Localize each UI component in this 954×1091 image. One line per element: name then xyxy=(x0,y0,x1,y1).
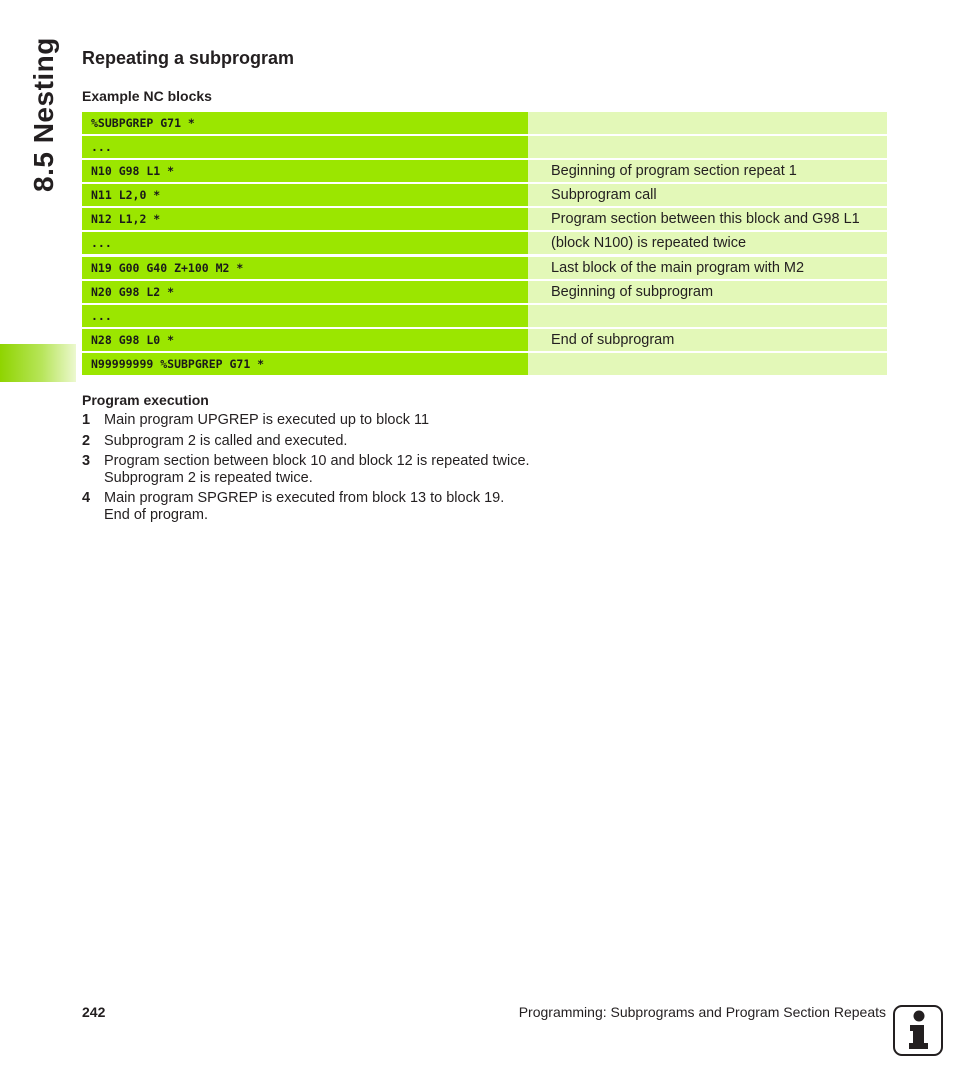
nc-code-cell: N99999999 %SUBPGREP G71 * xyxy=(82,353,528,375)
table-row xyxy=(82,257,887,279)
nc-desc-cell: Subprogram call xyxy=(528,184,887,206)
info-icon[interactable] xyxy=(893,1005,943,1056)
nc-desc-cell xyxy=(528,305,887,327)
chapter-title-text: 8.5 Nesting xyxy=(28,37,59,192)
nc-code-cell: ... xyxy=(82,232,528,254)
table-row xyxy=(82,353,887,375)
nc-desc-cell xyxy=(528,136,887,158)
list-item xyxy=(82,433,532,450)
step-number: 1 xyxy=(82,412,91,428)
nc-desc-cell: (block N100) is repeated twice xyxy=(528,232,887,254)
nc-desc-cell: Beginning of program section repeat 1 xyxy=(528,160,887,182)
table-row xyxy=(82,281,887,303)
table-row xyxy=(82,136,887,158)
step-text: Program section between block 10 and block 12 is repeated twice. Subprogram 2 is repeated twice. xyxy=(104,453,530,486)
table-row xyxy=(82,232,887,254)
table-row xyxy=(82,184,887,206)
nc-desc-cell: Last block of the main program with M2 xyxy=(528,257,887,279)
info-glyph-icon xyxy=(895,1007,941,1054)
nc-desc-cell: Program section between this block and G98 L1 xyxy=(528,208,887,230)
chapter-side-title xyxy=(24,37,64,200)
step-number: 3 xyxy=(82,453,91,469)
page-number: 242 xyxy=(82,1004,106,1020)
nc-blocks-table xyxy=(82,112,887,377)
table-row xyxy=(82,160,887,182)
nc-code-cell: %SUBPGREP G71 * xyxy=(82,112,528,134)
list-item xyxy=(82,453,532,486)
table-row xyxy=(82,329,887,351)
nc-code-cell: N20 G98 L2 * xyxy=(82,281,528,303)
table-row xyxy=(82,305,887,327)
list-item xyxy=(82,412,532,429)
step-text: Subprogram 2 is called and executed. xyxy=(104,432,348,449)
table-row xyxy=(82,208,887,230)
step-number: 2 xyxy=(82,432,91,449)
nc-code-cell: N12 L1,2 * xyxy=(82,208,528,230)
nc-desc-cell: End of subprogram xyxy=(528,329,887,351)
example-heading: Example NC blocks xyxy=(82,88,212,104)
section-title: Repeating a subprogram xyxy=(82,48,295,68)
nc-code-cell: N19 G00 G40 Z+100 M2 * xyxy=(82,257,528,279)
execution-heading: Program execution xyxy=(82,392,209,408)
nc-code-cell: ... xyxy=(82,305,528,327)
nc-code-cell: ... xyxy=(82,136,528,158)
execution-steps-list xyxy=(82,412,532,527)
step-text: Main program SPGREP is executed from block 13 to block 19. End of program. xyxy=(104,490,505,523)
nc-code-cell: N28 G98 L0 * xyxy=(82,329,528,351)
step-text: Main program UPGREP is executed up to block 11 xyxy=(104,412,430,428)
table-row xyxy=(82,112,887,134)
nc-desc-cell xyxy=(528,112,887,134)
chapter-tab-marker xyxy=(0,344,76,382)
step-number: 4 xyxy=(82,490,91,506)
nc-code-cell: N11 L2,0 * xyxy=(82,184,528,206)
list-item xyxy=(82,490,532,523)
nc-code-cell: N10 G98 L1 * xyxy=(82,160,528,182)
footer-chapter-title: Programming: Subprograms and Program Section Repeats xyxy=(518,1004,886,1020)
nc-desc-cell xyxy=(528,353,887,375)
nc-desc-cell: Beginning of subprogram xyxy=(528,281,887,303)
